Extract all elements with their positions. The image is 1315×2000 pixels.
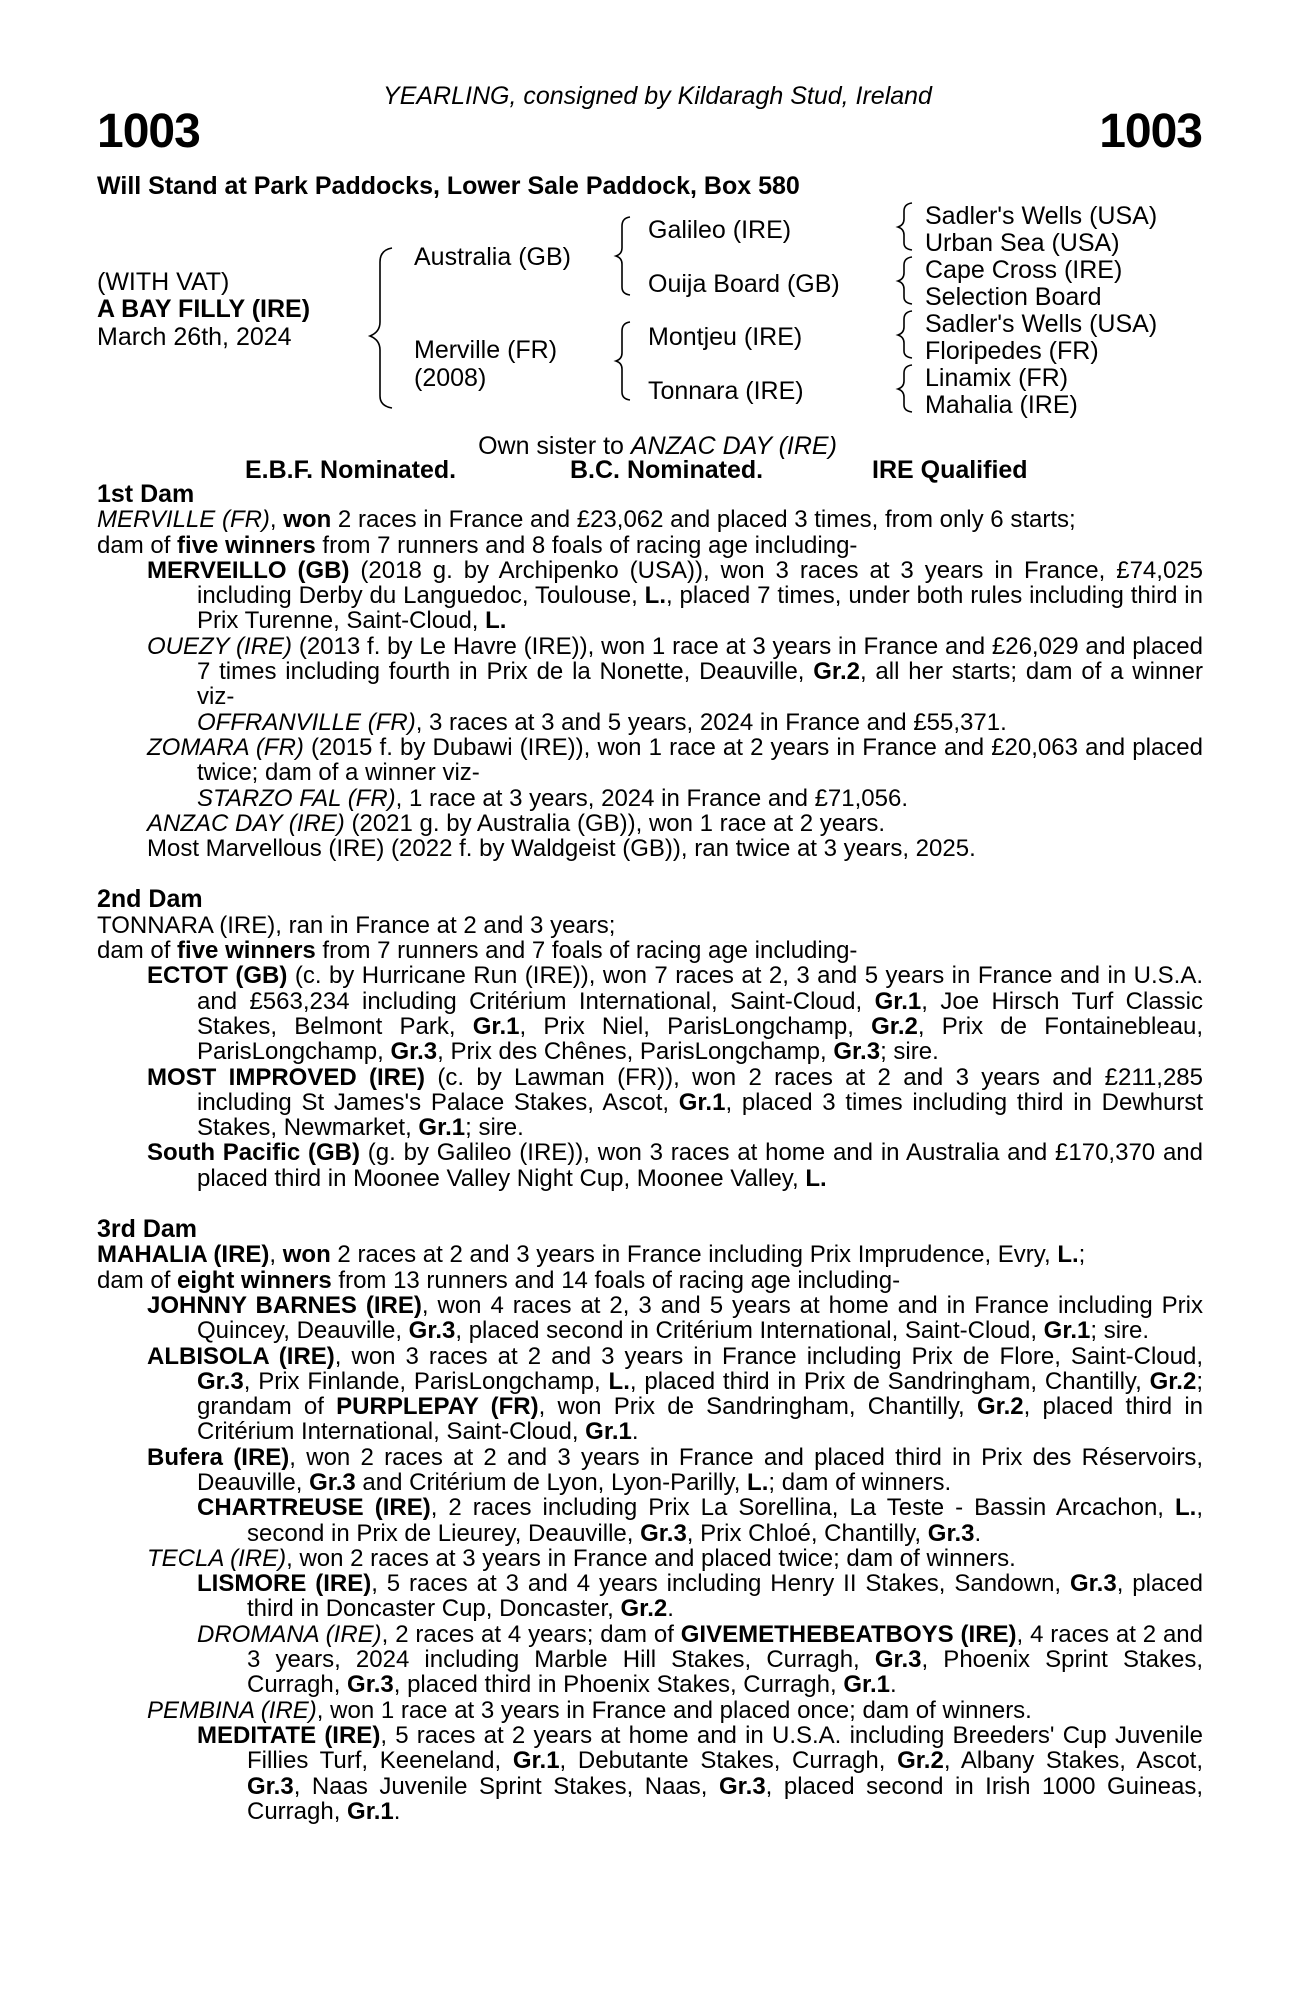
text: , Naas Juvenile Sprint Stakes, Naas, xyxy=(293,1772,719,1800)
text: ; sire. xyxy=(1090,1317,1150,1345)
grade: Gr.1 xyxy=(472,1012,520,1040)
grade: Gr.3 xyxy=(347,1671,394,1699)
second-dam-produce xyxy=(97,938,1203,963)
grade: Gr.1 xyxy=(347,1797,394,1825)
horse-name: JOHNNY BARNES (IRE) xyxy=(147,1291,422,1319)
grade: Gr.1 xyxy=(678,1088,726,1116)
grade: Gr.3 xyxy=(390,1038,438,1066)
text: from 13 runners and 14 foals of racing age including- xyxy=(331,1266,901,1294)
grade: Gr.3 xyxy=(640,1519,687,1547)
dam-name: Merville (FR) xyxy=(414,336,558,364)
text: from 7 runners and 7 foals of racing age including- xyxy=(315,937,858,965)
text: , placed 3 times including third in Dewhurst Stakes, Newmarket, xyxy=(197,1088,1203,1142)
grade: Gr.1 xyxy=(874,987,922,1015)
horse-name: DROMANA (IRE) xyxy=(197,1620,382,1648)
ancestor-7: Linamix (FR) xyxy=(925,364,1069,392)
text: , won Prix de Sandringham, Chantilly, xyxy=(538,1393,977,1421)
text: , 3 races at 3 and 5 years, 2024 in France and £55,371. xyxy=(415,708,1007,736)
horse-name: A BAY FILLY (IRE) xyxy=(97,295,311,323)
grade: Gr.3 xyxy=(309,1468,356,1496)
ancestor-3: Cape Cross (IRE) xyxy=(925,256,1123,284)
third-dam-heading: 3rd Dam xyxy=(97,1215,198,1244)
text: , won 3 races at 2 and 3 years in France including Prix de Flore, Saint-Cloud, xyxy=(334,1342,1203,1370)
produce-entry xyxy=(97,735,1203,786)
grade: Gr.3 xyxy=(718,1772,766,1800)
first-dam-heading: 1st Dam xyxy=(97,480,195,508)
text: from 7 runners and 8 foals of racing age including- xyxy=(315,531,858,559)
winner-count: five winners xyxy=(177,937,316,965)
text: ; grandam of xyxy=(197,1367,1203,1421)
text: . xyxy=(631,1418,639,1446)
grade: Gr.3 xyxy=(927,1519,975,1547)
text: , second in Prix de Lieurey, Deauville, xyxy=(247,1494,1203,1547)
second-dam-heading: 2nd Dam xyxy=(97,885,203,914)
dam-sire: Montjeu (IRE) xyxy=(648,323,803,351)
produce-entry xyxy=(97,963,1203,1064)
grade: Gr.3 xyxy=(408,1317,456,1345)
grade: Gr.3 xyxy=(833,1038,881,1066)
text: ; dam of winners. xyxy=(768,1468,952,1496)
text: , 2 races at 4 years; dam of xyxy=(381,1620,681,1648)
text: , Phoenix Sprint Stakes, Curragh, xyxy=(247,1646,1203,1699)
text: , Joe Hirsch Turf Classic Stakes, Belmont Park, xyxy=(197,987,1203,1040)
winner-count: eight winners xyxy=(177,1266,332,1294)
text: , won 4 races at 2, 3 and 5 years at home and in France including Prix Quincey, Deauville, xyxy=(197,1291,1203,1345)
text: (c. by Hurricane Run (IRE)), won 7 races at 2, 3 and 5 years in France and in U.S.A. and £563,234 including Critérium International, Saint-Cloud, xyxy=(197,962,1204,1015)
text: , placed second in Critérium International, Saint-Cloud, xyxy=(455,1317,1044,1345)
text: , placed third in Doncaster Cup, Doncaster, xyxy=(247,1570,1203,1623)
text: (2013 f. by Le Havre (IRE)), won 1 race at 3 years in France and £26,029 and placed 7 times including fourth in Prix de la Nonette, Deauville, xyxy=(197,632,1203,686)
dam-3-name: MAHALIA (IRE) xyxy=(97,1241,270,1269)
grade: Gr.2 xyxy=(976,1393,1024,1421)
grade: Gr.1 xyxy=(843,1671,891,1699)
produce-entry xyxy=(97,558,1203,634)
sale-subtitle: YEARLING, consigned by Kildaragh Stud, Ireland xyxy=(383,82,932,110)
text: 2 races at 2 and 3 years in France including Prix Imprudence, Evry, xyxy=(330,1241,1058,1269)
grade: L. xyxy=(644,582,666,610)
text: , Albany Stakes, Ascot, xyxy=(943,1747,1204,1775)
text: ; sire. xyxy=(880,1038,939,1066)
grade: L. xyxy=(608,1367,630,1395)
ancestor-5: Sadler's Wells (USA) xyxy=(925,310,1158,338)
grade: Gr.2 xyxy=(813,658,860,686)
dam-dam: Tonnara (IRE) xyxy=(648,377,804,405)
grade: Gr.3 xyxy=(1070,1570,1117,1598)
horse-name: MEDITATE (IRE) xyxy=(197,1721,381,1749)
grade: Gr.1 xyxy=(418,1114,466,1142)
winner-count: five winners xyxy=(177,531,316,559)
produce-entry xyxy=(97,1445,1203,1496)
grade: Gr.1 xyxy=(1043,1317,1091,1345)
sire-name: Australia (GB) xyxy=(414,243,571,271)
horse-name: GIVEMETHEBEATBOYS (IRE) xyxy=(680,1620,1017,1648)
stable-location: Will Stand at Park Paddocks, Lower Sale Paddock, Box 580 xyxy=(97,172,800,200)
grade: Gr.2 xyxy=(897,1747,944,1775)
dam-year: (2008) xyxy=(414,364,487,392)
text: , won 1 race at 3 years in France and placed once; dam of winners. xyxy=(316,1696,1032,1724)
won-label: won xyxy=(283,506,332,534)
grade: Gr.2 xyxy=(1149,1367,1197,1395)
text: , Prix des Chênes, ParisLongchamp, xyxy=(437,1038,834,1066)
produce-entry xyxy=(97,1546,1203,1571)
produce-entry xyxy=(97,1495,1203,1546)
text: , placed third in Prix de Sandringham, Chantilly, xyxy=(629,1367,1150,1395)
text: , placed 7 times, under both rules including third in Prix Turenne, Saint-Cloud, xyxy=(197,582,1203,635)
sister-prefix: Own sister to xyxy=(478,432,624,460)
text: dam of xyxy=(97,937,178,965)
first-dam-summary: MERVILLE (FR), won 2 races in France and £23,062 and placed 3 times, from only 6 starts; xyxy=(97,506,1076,534)
grade: Gr.2 xyxy=(620,1595,668,1623)
text: , 5 races at 3 and 4 years including Henry II Stakes, Sandown, xyxy=(371,1570,1070,1598)
produce-entry xyxy=(97,1698,1203,1723)
text: , Debutante Stakes, Curragh, xyxy=(559,1747,898,1775)
ancestor-4: Selection Board xyxy=(925,283,1102,311)
lot-number-right: 1003 xyxy=(1099,105,1202,158)
ancestor-6: Floripedes (FR) xyxy=(925,337,1099,365)
text: (g. by Galileo (IRE)), won 3 races at home and in Australia and £170,370 and placed third in Moonee Valley Night Cup, Moonee Valley, xyxy=(197,1139,1203,1192)
third-dam-summary: MAHALIA (IRE), won 2 races at 2 and 3 years in France including Prix Imprudence, Evry, L.; xyxy=(97,1241,1086,1269)
ancestor-1: Sadler's Wells (USA) xyxy=(925,202,1158,230)
first-dam-produce xyxy=(97,533,1203,558)
horse-name: ANZAC DAY (IRE) xyxy=(147,809,345,837)
text: , 1 race at 3 years, 2024 in France and £71,056. xyxy=(395,784,909,812)
horse-name: MOST IMPROVED (IRE) xyxy=(147,1063,426,1091)
ancestor-2: Urban Sea (USA) xyxy=(925,229,1120,257)
text: . xyxy=(974,1519,982,1547)
text: , won 2 races at 2 and 3 years in France and placed third in Prix des Réservoirs, Deauville, xyxy=(197,1443,1204,1496)
dam-1-name: MERVILLE (FR) xyxy=(97,506,270,534)
text: . xyxy=(890,1671,897,1699)
text: , 5 races at 2 years at home and in U.S.A. including Breeders' Cup Juvenile Fillies Turf, Keeneland, xyxy=(247,1721,1203,1775)
text: (2015 f. by Dubawi (IRE)), won 1 race at 2 years in France and £20,063 and placed twice; dam of a winner viz- xyxy=(197,733,1203,787)
ancestor-8: Mahalia (IRE) xyxy=(925,391,1078,419)
text: dam of xyxy=(97,1266,178,1294)
produce-entry xyxy=(97,811,1203,836)
sire-dam: Ouija Board (GB) xyxy=(648,270,840,298)
text: ; sire. xyxy=(465,1114,524,1142)
ire-flag: IRE Qualified xyxy=(872,456,1028,484)
text: dam of xyxy=(97,531,178,559)
horse-name: PEMBINA (IRE) xyxy=(147,1696,317,1724)
horse-name: ZOMARA (FR) xyxy=(147,733,304,761)
produce-entry xyxy=(97,634,1203,710)
produce-entry xyxy=(97,1622,1203,1698)
text: , placed third in Phoenix Stakes, Curragh, xyxy=(393,1671,844,1699)
produce-entry xyxy=(97,1140,1203,1191)
text: , Prix Finlande, ParisLongchamp, xyxy=(243,1367,609,1395)
sire-sire: Galileo (IRE) xyxy=(648,216,792,244)
text: , Prix de Fontainebleau, ParisLongchamp, xyxy=(197,1012,1203,1066)
grade: Gr.1 xyxy=(512,1747,560,1775)
text: ; xyxy=(1078,1241,1086,1269)
horse-name: South Pacific (GB) xyxy=(147,1139,360,1167)
sister-name: ANZAC DAY (IRE) xyxy=(630,432,837,460)
produce-entry xyxy=(97,710,1203,735)
horse-name: ALBISOLA (IRE) xyxy=(147,1342,335,1370)
text: , all her starts; dam of a winner viz- xyxy=(197,658,1203,711)
horse-name: STARZO FAL (FR) xyxy=(197,784,396,812)
horse-name: OFFRANVILLE (FR) xyxy=(197,708,416,736)
third-dam-produce xyxy=(97,1268,1203,1293)
text: , placed second in Irish 1000 Guineas, Curragh, xyxy=(247,1772,1204,1825)
text: (2021 g. by Australia (GB)), won 1 race at 2 years. xyxy=(344,809,886,837)
text: , won 2 races at 3 years in France and placed twice; dam of winners. xyxy=(286,1544,1016,1572)
grade: Gr.3 xyxy=(247,1772,294,1800)
produce-entry xyxy=(97,1293,1203,1344)
grade: L. xyxy=(747,1468,769,1496)
text: , 2 races including Prix La Sorellina, La Teste - Bassin Arcachon, xyxy=(430,1494,1175,1522)
grade: Gr.2 xyxy=(871,1012,918,1040)
produce-entry xyxy=(97,1065,1203,1141)
dam-1-record: 2 races in France and £23,062 and placed 3 times, from only 6 starts; xyxy=(331,506,1076,534)
vat-note: (WITH VAT) xyxy=(97,268,230,296)
horse-name: CHARTREUSE (IRE) xyxy=(197,1494,431,1522)
text: , 4 races at 2 and 3 years, 2024 including Marble Hill Stakes, Curragh, xyxy=(247,1620,1203,1674)
grade: Gr.1 xyxy=(585,1418,632,1446)
horse-name: ECTOT (GB) xyxy=(147,962,288,990)
grade: L. xyxy=(805,1164,827,1192)
text: and Critérium de Lyon, Lyon-Parilly, xyxy=(355,1468,748,1496)
produce-entry xyxy=(97,786,1203,811)
text: (2018 g. by Archipenko (USA)), won 3 races at 3 years in France, £74,025 including Derby du Languedoc, Toulouse, xyxy=(197,556,1203,610)
grade: L. xyxy=(1175,1494,1197,1522)
grade: Gr.3 xyxy=(197,1367,244,1395)
produce-entry xyxy=(97,1344,1203,1445)
grade: L. xyxy=(1057,1241,1079,1269)
horse-name: Bufera (IRE) xyxy=(147,1443,290,1471)
won-label: won xyxy=(282,1241,331,1269)
bc-flag: B.C. Nominated. xyxy=(570,456,764,484)
catalogue-body xyxy=(97,482,1203,1824)
produce-entry xyxy=(97,1723,1203,1824)
horse-name: LISMORE (IRE) xyxy=(197,1570,372,1598)
text: , placed third in Critérium International, Saint-Cloud, xyxy=(197,1393,1204,1446)
produce-entry: Most Marvellous (IRE) (2022 f. by Waldgeist (GB)), ran twice at 3 years, 2025. xyxy=(147,835,976,863)
text: , Prix Chloé, Chantilly, xyxy=(686,1519,928,1547)
grade: Gr.3 xyxy=(874,1646,922,1674)
text: , Prix Niel, ParisLongchamp, xyxy=(519,1012,872,1040)
produce-entry xyxy=(97,1571,1203,1622)
text: . xyxy=(667,1595,674,1623)
lot-number-left: 1003 xyxy=(97,105,200,158)
horse-name: MERVEILLO (GB) xyxy=(147,556,350,584)
horse-dob: March 26th, 2024 xyxy=(97,323,292,351)
text: . xyxy=(393,1797,401,1825)
ebf-flag: E.B.F. Nominated. xyxy=(245,456,457,484)
horse-name: OUEZY (IRE) xyxy=(147,632,293,660)
horse-name: TECLA (IRE) xyxy=(147,1544,287,1572)
grade: L. xyxy=(485,607,507,635)
text: (c. by Lawman (FR)), won 2 races at 2 and 3 years and £211,285 including St James's Palace Stakes, Ascot, xyxy=(197,1063,1203,1116)
second-dam-summary: TONNARA (IRE), ran in France at 2 and 3 years; xyxy=(97,911,616,939)
horse-name: PURPLEPAY (FR) xyxy=(336,1393,539,1421)
